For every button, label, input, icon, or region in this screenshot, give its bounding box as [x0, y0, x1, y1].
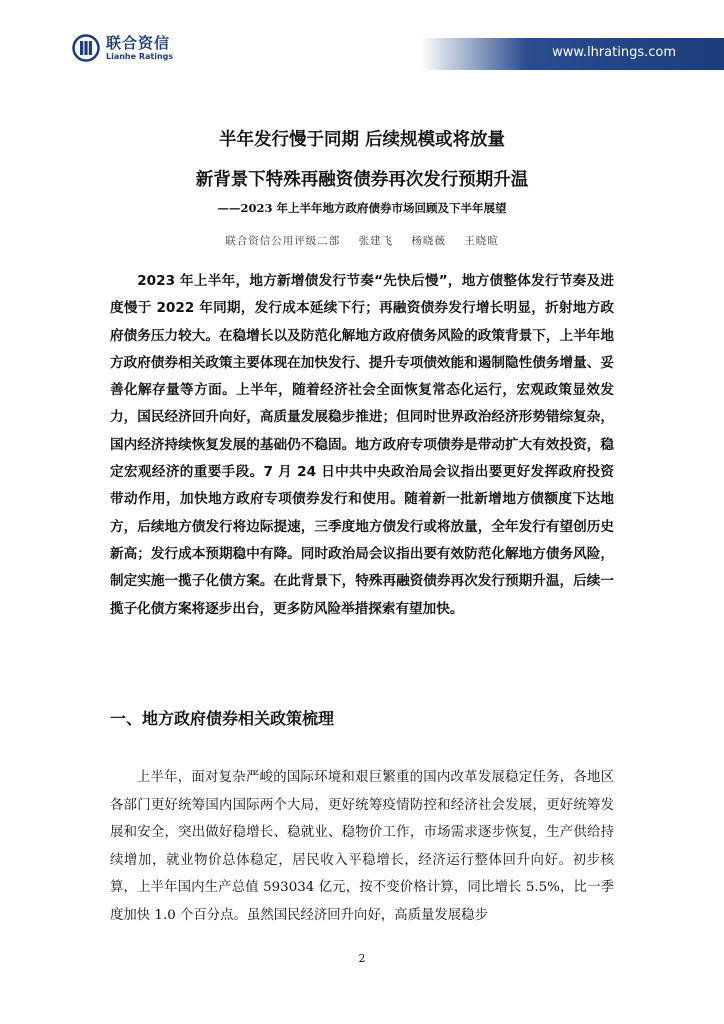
page-header — [0, 0, 724, 80]
website-url[interactable]: www.lhratings.com — [552, 45, 676, 60]
author-name: 张建飞 — [358, 235, 394, 247]
author-department: 联合资信公用评级二部 — [225, 235, 341, 247]
summary-paragraph: 2023 年上半年，地方新增债发行节奏“先快后慢”，地方债整体发行节奏及进度慢于 2022 年同期，发行成本延续下行；再融资债券发行增长明显，折射地方政府债务压力较大。在稳增长以及防范化解地方政府债务风险的政策背景下，上半年地方政府债券相关政策主要体现在加快发行、提升专项债效能和遏制隐性债务增量、妥善化解存量等方面。上半年，随着经济社会全面恢复常态化运行，宏观政策显效发力，国民经济回升向好，高质量发展稳步推进；但同时世界政治经济形势错综复杂，国内经济持续恢复发展的基础仍不稳固。地方政府专项债券是带动扩大有效投资，稳定宏观经济的重要手段。7 月 24 日中共中央政治局会议指出要更好发挥政府投资带动作用，加快地方政府专项债券发行和使用。随着新一批新增地方债额度下达地方，后续地方债发行将边际提速，三季度地方债发行或将放量，全年发行有望创历史新高；发行成本预期稳中有降。同时政治局会议指出要有效防范化解地方债务风险，制定实施一揽子化债方案。在此背景下，特殊再融资债券再次发行预期升温，后续一揽子化债方案将逐步出台，更多防风险举措探索有望加快。 — [110, 273, 614, 617]
logo-english-name: Lianhe Ratings — [106, 51, 174, 61]
author-line — [0, 233, 724, 248]
document-title-line-2: 新背景下特殊再融资债券再次发行预期升温 — [195, 170, 529, 190]
section-heading: 一、地方政府债券相关政策梳理 — [110, 709, 335, 728]
lianhe-logo — [72, 34, 173, 62]
logo-chinese-name: 联合资信 — [106, 33, 171, 52]
document-subtitle: ——2023 年上半年地方政府债券市场回顾及下半年展望 — [217, 201, 507, 215]
author-name: 杨晓薇 — [411, 235, 446, 247]
page-number: 2 — [358, 952, 366, 965]
section-body-paragraph: 上半年，面对复杂严峻的国际环境和艰巨繁重的国内改革发展稳定任务，各地区各部门更好统筹国内国际两个大局，更好统筹疫情防控和经济社会发展，更好统筹发展和安全，突出做好稳增长、稳就业、稳物价工作，市场需求逐步恢复，生产供给持续增加，就业物价总体稳定，居民收入平稳增长，经济运行整体回升向好。初步核算，上半年国内生产总值 593034 亿元，按不变价格计算，同比增长 5.5%，比一季度加快 1.0 个百分点。虽然国民经济回升向好，高质量发展稳步 — [110, 770, 614, 923]
website-banner — [420, 38, 724, 70]
document-title-line-1: 半年发行慢于同期 后续规模或将放量 — [218, 130, 506, 150]
author-name: 王晓暄 — [464, 235, 499, 247]
lianhe-logo-icon — [72, 34, 100, 62]
